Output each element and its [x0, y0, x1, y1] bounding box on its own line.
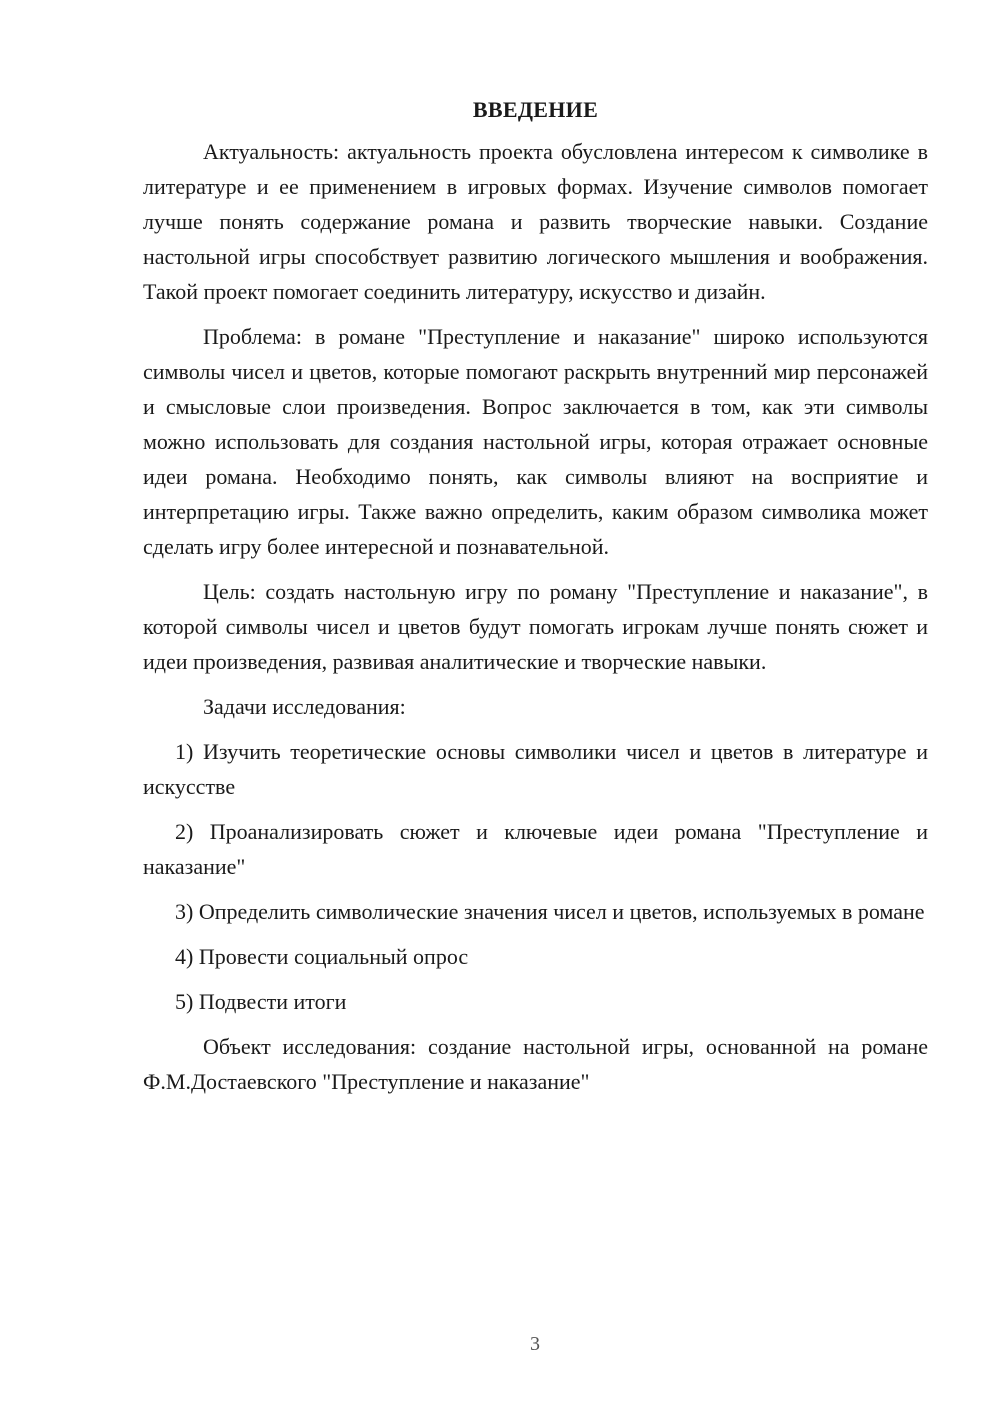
paragraph-object: Объект исследования: создание настольной игры, основанной на романе Ф.М.Достаевского "Преступление и наказание"	[143, 1034, 928, 1094]
list-item: 3) Определить символические значения чисел и цветов, используемых в романе	[175, 899, 925, 924]
list-item: 1) Изучить теоретические основы символики чисел и цветов в литературе и искусстве	[143, 739, 928, 799]
tasks-list	[143, 734, 928, 1019]
document-page	[143, 92, 928, 1109]
page-title: ВВЕДЕНИЕ	[472, 97, 599, 122]
list-item: 5) Подвести итоги	[175, 989, 347, 1014]
paragraph-relevance: Актуальность: актуальность проекта обусловлена интересом к символике в литературе и ее применением в игровых формах. Изучение символов помогает лучше понять содержание романа и развить творческие навыки. Создание настольной игры способствует развитию логического мышления и воображения. Такой проект помогает соединить литературу, искусство и дизайн.	[143, 139, 928, 304]
list-item: 4) Провести социальный опрос	[175, 944, 469, 969]
tasks-title: Задачи исследования:	[203, 694, 406, 719]
paragraph-problem: Проблема: в романе "Преступление и наказание" широко используются символы чисел и цветов, которые помогают раскрыть внутренний мир персонажей и смысловые слои произведения. Вопрос заключается в том, как эти символы можно использовать для создания настольной игры, которая отражает основные идеи романа. Необходимо понять, как символы влияют на восприятие и интерпретацию игры. Также важно определить, каким образом символика может сделать игру более интересной и познавательной.	[143, 324, 928, 559]
list-item: 2) Проанализировать сюжет и ключевые идеи романа "Преступление и наказание"	[143, 819, 928, 879]
page-number: 3	[530, 1333, 540, 1355]
paragraph-goal: Цель: создать настольную игру по роману "Преступление и наказание", в которой символы чисел и цветов будут помогать игрокам лучше понять сюжет и идеи произведения, развивая аналитические и творческие навыки.	[143, 579, 928, 674]
